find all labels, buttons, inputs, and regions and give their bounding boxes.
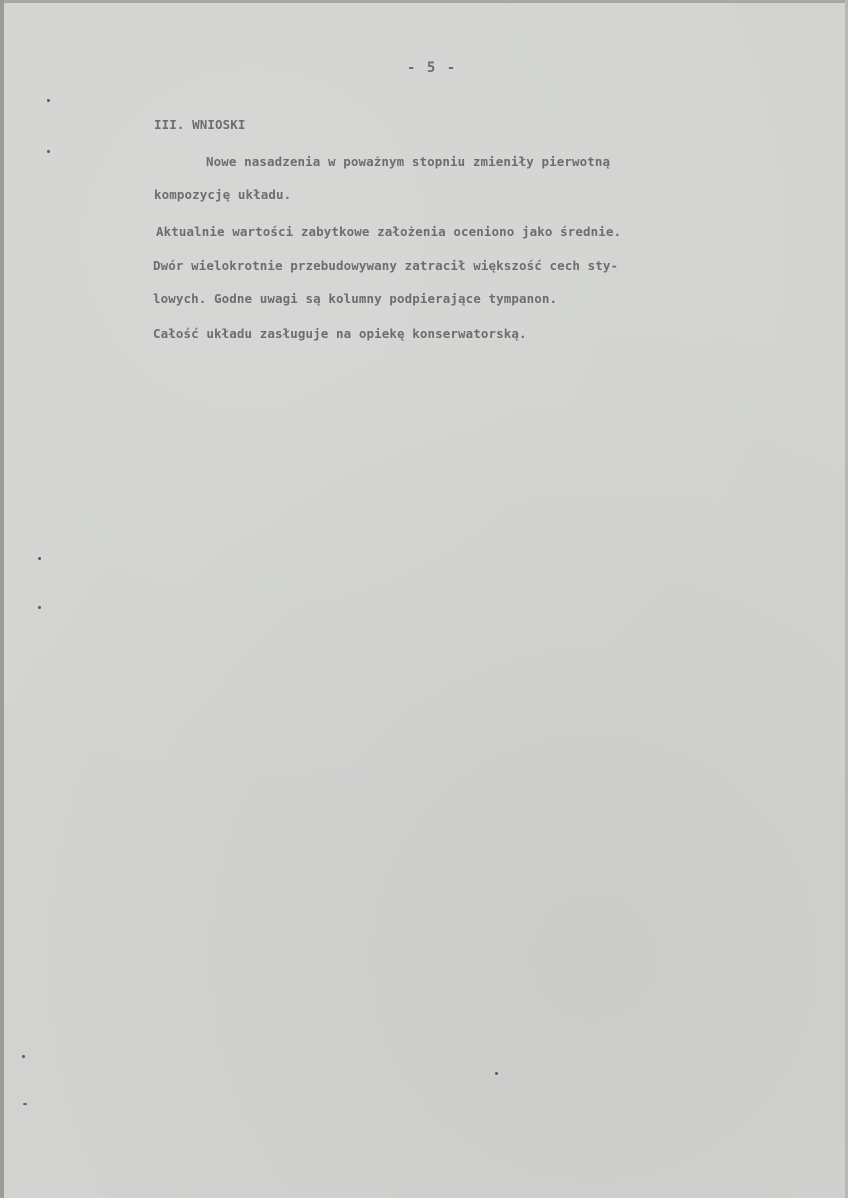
paper-speck [38,606,41,609]
paper-speck [23,1103,27,1105]
paper-speck [495,1072,498,1075]
paper-top-edge [0,0,848,3]
paper-speck [47,99,50,102]
paragraph-line: kompozycję układu. [154,187,292,202]
paper-speck [47,150,50,153]
paragraph-line: Całość układu zasługuje na opiekę konserwatorską. [153,326,527,341]
section-heading: III. WNIOSKI [154,117,246,132]
paragraph-line: Dwór wielokrotnie przebudowywany zatracił większość cech sty- [153,258,619,273]
paragraph-line: Aktualnie wartości zabytkowe założenia oceniono jako średnie. [156,224,622,239]
paragraph-line: lowych. Godne uwagi są kolumny podpierające tympanon. [153,291,558,306]
paragraph-line: Nowe nasadzenia w poważnym stopniu zmieniły pierwotną [206,154,611,169]
paper-speck [38,557,41,560]
page-number: - 5 - [407,60,457,76]
paper-speck [22,1055,25,1058]
paper-left-edge [0,0,4,1198]
